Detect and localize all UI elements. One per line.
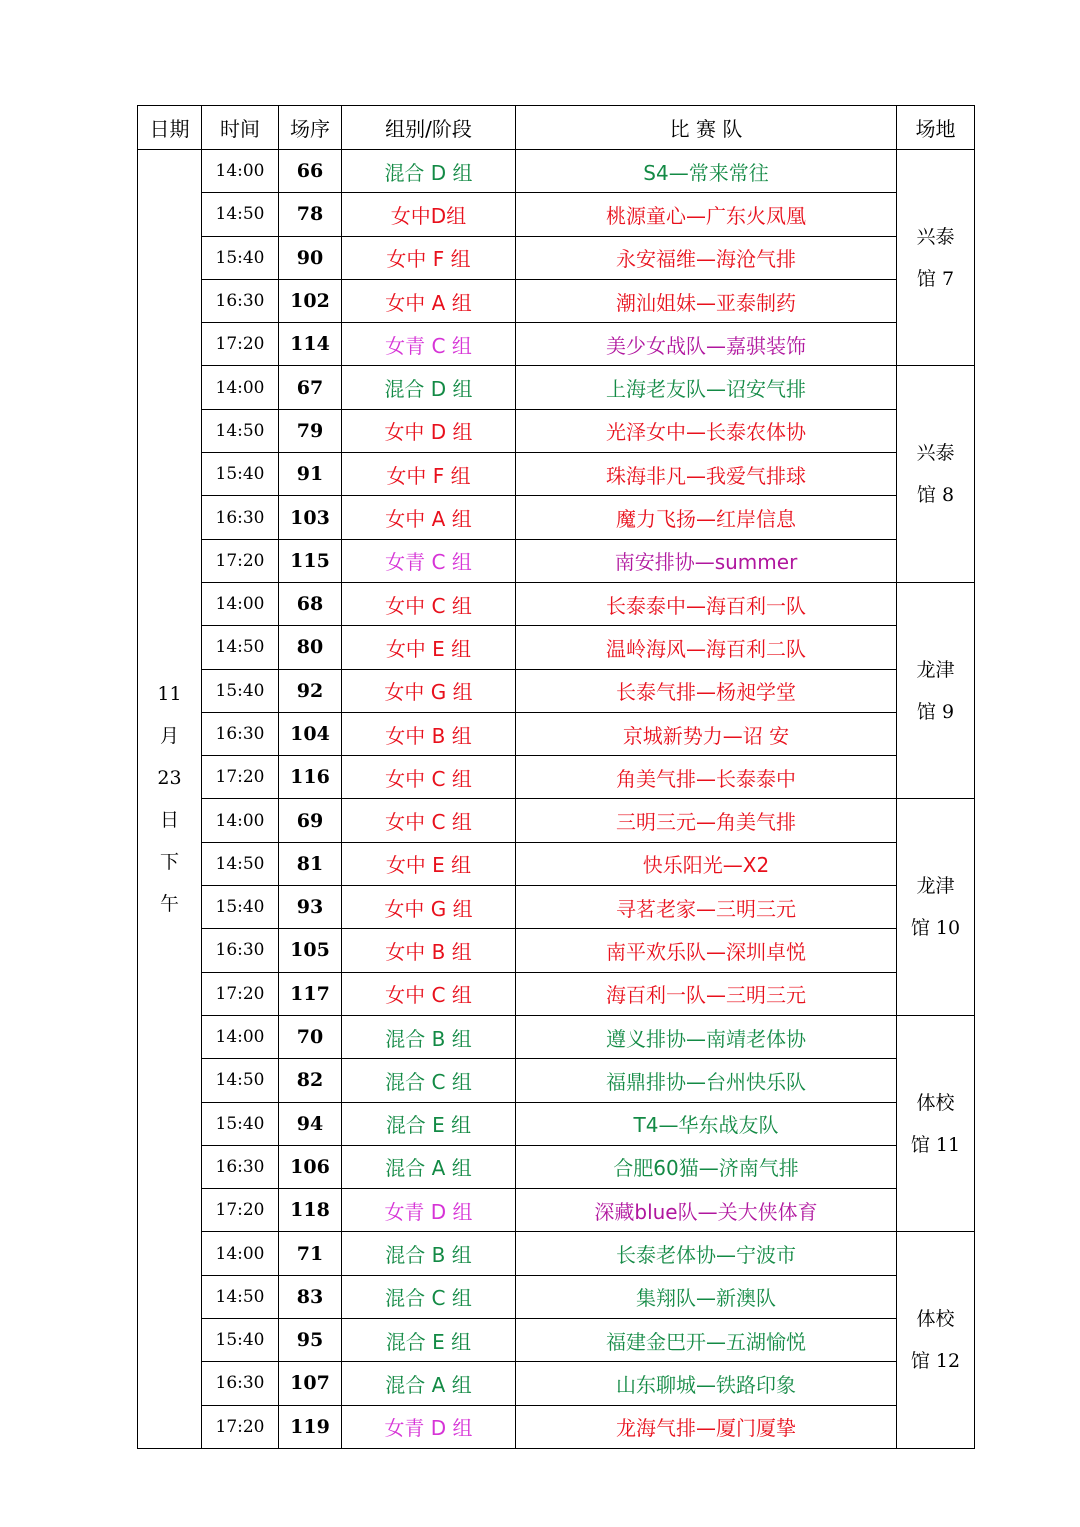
match-time: 16:30 [202, 279, 279, 322]
match-teams: T4—华东战友队 [516, 1102, 897, 1145]
table-row [138, 886, 975, 929]
match-group: 女中 C 组 [342, 972, 516, 1015]
match-seq: 105 [279, 929, 342, 972]
match-teams: 角美气排—长泰泰中 [516, 756, 897, 799]
match-time: 17:20 [202, 1189, 279, 1232]
venue-name: 馆 9 [916, 700, 955, 723]
match-teams: 珠海非凡—我爱气排球 [516, 453, 897, 496]
table-row [138, 1189, 975, 1232]
match-group: 女中 E 组 [342, 842, 516, 885]
match-group: 女中 C 组 [342, 582, 516, 625]
match-seq: 79 [279, 409, 342, 452]
table-row [138, 366, 975, 409]
match-teams: 遵义排协—南靖老体协 [516, 1015, 897, 1058]
match-time: 15:40 [202, 669, 279, 712]
table-row [138, 756, 975, 799]
match-group: 女中 G 组 [342, 886, 516, 929]
match-teams: 美少女战队—嘉骐装饰 [516, 323, 897, 366]
match-time: 17:20 [202, 972, 279, 1015]
match-time: 15:40 [202, 886, 279, 929]
header-venue: 场地 [897, 106, 975, 150]
header-time: 时间 [202, 106, 279, 150]
table-row [138, 1145, 975, 1188]
match-teams: 潮汕姐妹—亚泰制药 [516, 279, 897, 322]
table-row [138, 1102, 975, 1145]
match-group: 女中 A 组 [342, 279, 516, 322]
match-group: 混合 C 组 [342, 1275, 516, 1318]
match-time: 15:40 [202, 453, 279, 496]
match-seq: 90 [279, 236, 342, 279]
match-teams: S4—常来常往 [516, 150, 897, 193]
match-teams: 长泰老体协—宁波市 [516, 1232, 897, 1275]
header-seq: 场序 [279, 106, 342, 150]
match-teams: 海百利一队—三明三元 [516, 972, 897, 1015]
match-group: 混合 A 组 [342, 1362, 516, 1405]
match-time: 14:50 [202, 193, 279, 236]
match-teams: 长泰气排—杨昶学堂 [516, 669, 897, 712]
match-teams: 温岭海风—海百利二队 [516, 626, 897, 669]
venue-cell [897, 1232, 975, 1448]
match-seq: 91 [279, 453, 342, 496]
match-group: 女中 C 组 [342, 799, 516, 842]
table-row [138, 1319, 975, 1362]
table-row [138, 972, 975, 1015]
venue-cell [897, 1015, 975, 1231]
table-row [138, 582, 975, 625]
venue-cell [897, 366, 975, 582]
match-time: 17:20 [202, 323, 279, 366]
match-seq: 107 [279, 1362, 342, 1405]
match-teams: 三明三元—角美气排 [516, 799, 897, 842]
table-row [138, 799, 975, 842]
match-time: 17:20 [202, 1405, 279, 1448]
match-seq: 94 [279, 1102, 342, 1145]
table-row [138, 236, 975, 279]
header-teams: 比 赛 队 [516, 106, 897, 150]
match-teams: 福建金巴开—五湖愉悦 [516, 1319, 897, 1362]
match-seq: 93 [279, 886, 342, 929]
venue-cell [897, 150, 975, 366]
match-time: 15:40 [202, 1102, 279, 1145]
match-time: 16:30 [202, 1145, 279, 1188]
venue-name: 体校 [916, 1308, 955, 1331]
match-seq: 118 [279, 1189, 342, 1232]
match-group: 女中D组 [342, 193, 516, 236]
match-teams: 龙海气排—厦门厦挚 [516, 1405, 897, 1448]
venue-name: 馆 8 [916, 484, 955, 507]
match-group: 女青 D 组 [342, 1405, 516, 1448]
match-seq: 95 [279, 1319, 342, 1362]
schedule-table [137, 105, 975, 1449]
header-group: 组别/阶段 [342, 106, 516, 150]
match-time: 14:50 [202, 842, 279, 885]
venue-cell [897, 582, 975, 798]
match-teams: 上海老友队—诏安气排 [516, 366, 897, 409]
table-row [138, 150, 975, 193]
match-teams: 桃源童心—广东火凤凰 [516, 193, 897, 236]
match-teams: 集翔队—新澳队 [516, 1275, 897, 1318]
match-time: 14:00 [202, 150, 279, 193]
venue-name: 龙津 [916, 658, 955, 681]
match-time: 16:30 [202, 929, 279, 972]
date-text: 月 [159, 724, 179, 747]
match-seq: 117 [279, 972, 342, 1015]
venue-name: 龙津 [916, 875, 955, 898]
match-group: 女青 C 组 [342, 539, 516, 582]
match-teams: 魔力飞扬—红岸信息 [516, 496, 897, 539]
match-group: 女中 D 组 [342, 409, 516, 452]
match-seq: 82 [279, 1059, 342, 1102]
match-teams: 深藏blue队—关大侠体育 [516, 1189, 897, 1232]
match-teams: 快乐阳光—X2 [516, 842, 897, 885]
match-seq: 114 [279, 323, 342, 366]
table-row [138, 929, 975, 972]
table-row [138, 1275, 975, 1318]
match-seq: 70 [279, 1015, 342, 1058]
venue-name: 兴泰 [916, 442, 955, 465]
header-date: 日期 [138, 106, 202, 150]
match-seq: 116 [279, 756, 342, 799]
match-teams: 合肥60猫—济南气排 [516, 1145, 897, 1188]
match-seq: 104 [279, 712, 342, 755]
match-group: 混合 E 组 [342, 1319, 516, 1362]
match-seq: 83 [279, 1275, 342, 1318]
match-group: 混合 D 组 [342, 366, 516, 409]
match-teams: 山东聊城—铁路印象 [516, 1362, 897, 1405]
match-seq: 81 [279, 842, 342, 885]
match-group: 女中 E 组 [342, 626, 516, 669]
match-time: 14:00 [202, 1015, 279, 1058]
match-teams: 长泰泰中—海百利一队 [516, 582, 897, 625]
match-group: 女中 B 组 [342, 712, 516, 755]
venue-name: 兴泰 [916, 225, 955, 248]
venue-name: 馆 12 [910, 1350, 961, 1373]
match-time: 16:30 [202, 712, 279, 755]
match-seq: 92 [279, 669, 342, 712]
date-cell [138, 150, 202, 1449]
match-group: 女中 B 组 [342, 929, 516, 972]
match-time: 15:40 [202, 1319, 279, 1362]
match-group: 混合 E 组 [342, 1102, 516, 1145]
table-row [138, 842, 975, 885]
match-seq: 119 [279, 1405, 342, 1448]
date-text: 11 [157, 682, 182, 705]
match-seq: 66 [279, 150, 342, 193]
match-group: 女中 A 组 [342, 496, 516, 539]
table-row [138, 496, 975, 539]
match-teams: 光泽女中—长泰农体协 [516, 409, 897, 452]
match-time: 16:30 [202, 496, 279, 539]
table-row [138, 323, 975, 366]
table-row [138, 193, 975, 236]
match-seq: 69 [279, 799, 342, 842]
match-time: 14:00 [202, 799, 279, 842]
match-seq: 71 [279, 1232, 342, 1275]
schedule-body [138, 150, 975, 1449]
match-group: 女中 F 组 [342, 236, 516, 279]
match-time: 14:00 [202, 582, 279, 625]
match-seq: 102 [279, 279, 342, 322]
table-row [138, 669, 975, 712]
table-row [138, 539, 975, 582]
match-group: 女青 D 组 [342, 1189, 516, 1232]
date-text: 下 [159, 850, 179, 873]
match-teams: 寻茗老家—三明三元 [516, 886, 897, 929]
match-seq: 68 [279, 582, 342, 625]
date-text: 23 [157, 766, 182, 789]
date-text: 日 [159, 808, 179, 831]
match-group: 混合 D 组 [342, 150, 516, 193]
match-seq: 78 [279, 193, 342, 236]
header-row [138, 106, 975, 150]
date-text: 午 [159, 892, 179, 915]
match-seq: 106 [279, 1145, 342, 1188]
match-group: 女青 C 组 [342, 323, 516, 366]
table-row [138, 626, 975, 669]
table-row [138, 1405, 975, 1448]
table-row [138, 1232, 975, 1275]
table-row [138, 1015, 975, 1058]
match-time: 15:40 [202, 236, 279, 279]
match-teams: 南平欢乐队—深圳卓悦 [516, 929, 897, 972]
table-row [138, 409, 975, 452]
match-teams: 永安福维—海沧气排 [516, 236, 897, 279]
venue-name: 馆 7 [916, 267, 955, 290]
table-row [138, 1362, 975, 1405]
table-row [138, 1059, 975, 1102]
table-row [138, 453, 975, 496]
match-seq: 103 [279, 496, 342, 539]
match-seq: 115 [279, 539, 342, 582]
venue-name: 馆 10 [910, 917, 961, 940]
venue-name: 体校 [916, 1091, 955, 1114]
match-teams: 南安排协—summer [516, 539, 897, 582]
match-time: 14:00 [202, 1232, 279, 1275]
match-time: 16:30 [202, 1362, 279, 1405]
match-teams: 福鼎排协—台州快乐队 [516, 1059, 897, 1102]
match-time: 17:20 [202, 539, 279, 582]
match-time: 14:00 [202, 366, 279, 409]
match-seq: 67 [279, 366, 342, 409]
match-seq: 80 [279, 626, 342, 669]
match-time: 17:20 [202, 756, 279, 799]
table-row [138, 279, 975, 322]
venue-name: 馆 11 [910, 1133, 961, 1156]
match-group: 混合 B 组 [342, 1015, 516, 1058]
match-time: 14:50 [202, 626, 279, 669]
match-group: 混合 C 组 [342, 1059, 516, 1102]
match-group: 女中 C 组 [342, 756, 516, 799]
match-group: 女中 F 组 [342, 453, 516, 496]
match-time: 14:50 [202, 1059, 279, 1102]
match-time: 14:50 [202, 1275, 279, 1318]
match-teams: 京城新势力—诏 安 [516, 712, 897, 755]
match-time: 14:50 [202, 409, 279, 452]
table-row [138, 712, 975, 755]
match-group: 混合 B 组 [342, 1232, 516, 1275]
venue-cell [897, 799, 975, 1015]
match-group: 女中 G 组 [342, 669, 516, 712]
match-group: 混合 A 组 [342, 1145, 516, 1188]
